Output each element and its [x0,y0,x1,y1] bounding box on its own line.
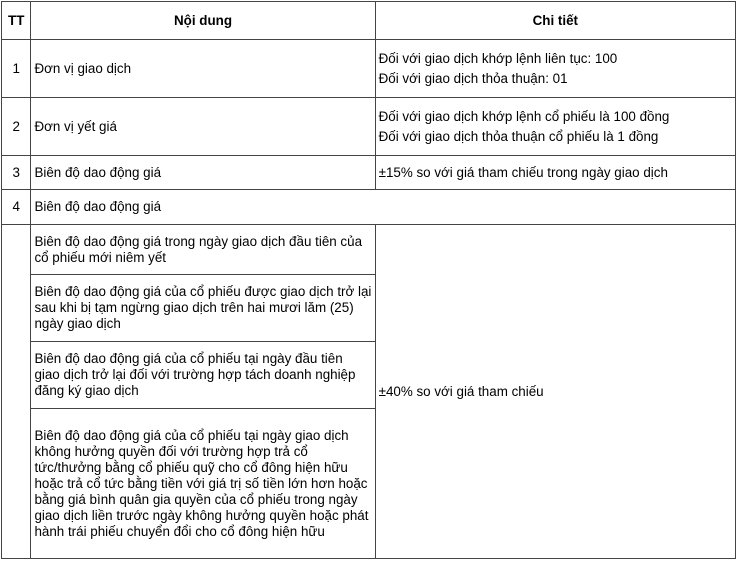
sub-row-content: Biên độ dao động giá của cổ phiếu tại ngày đầu tiên giao dịch trở lại đối với trường hợp tách doanh nghiệp đăng ký giao dịch [31,342,375,409]
empty-cell [2,225,31,559]
row-content: Biên độ dao động giá [31,156,375,190]
header-tt: TT [2,2,31,40]
sub-row-content: Biên độ dao động giá của cổ phiếu tại ngày giao dịch không hưởng quyền đối với trường hợp trả cổ tức/thưởng bằng cổ phiếu quỹ cho cổ đông hiện hữu hoặc trả cổ tức bằng tiền với giá trị số tiền lớn hơn hoặc bằng giá bình quân gia quyền của cổ phiếu trong ngày giao dịch liền trước ngày không hưởng quyền hoặc phát hành trái phiếu chuyển đổi cho cổ đông hiện hữu [31,409,375,559]
row-number: 1 [2,40,31,98]
row-content: Đơn vị yết giá [31,98,375,156]
detail-line: Đối với giao dịch khớp lệnh liên tục: 100 [378,50,618,66]
detail-line: Đối với giao dịch khớp lệnh cổ phiếu là 100 đồng [378,108,670,124]
merged-detail: ±40% so với giá tham chiếu [375,225,735,559]
row-number: 2 [2,98,31,156]
detail-line: Đối với giao dịch thỏa thuận: 01 [378,70,568,86]
row-detail [375,40,735,98]
detail-line: Đối với giao dịch thỏa thuận cổ phiếu là 1 đồng [378,128,659,144]
sub-row-content: Biên độ dao động giá của cổ phiếu được giao dịch trở lại sau khi bị tạm ngừng giao dịch trên hai mươi lăm (25) ngày giao dịch [31,275,375,342]
sub-row [2,225,736,275]
header-row [2,2,736,40]
table-row [2,156,736,190]
row-detail [375,98,735,156]
table-row [2,98,736,156]
row-number: 4 [2,190,31,225]
row-detail: ±15% so với giá tham chiếu trong ngày giao dịch [375,156,735,190]
header-detail: Chi tiết [375,2,735,40]
table-row [2,190,736,225]
trading-rules-table [1,1,736,559]
row-number: 3 [2,156,31,190]
sub-row-content: Biên độ dao động giá trong ngày giao dịch đầu tiên của cổ phiếu mới niêm yết [31,225,375,275]
header-content: Nội dung [31,2,375,40]
row-content: Đơn vị giao dịch [31,40,375,98]
row-content: Biên độ dao động giá [31,190,736,225]
table-row [2,40,736,98]
